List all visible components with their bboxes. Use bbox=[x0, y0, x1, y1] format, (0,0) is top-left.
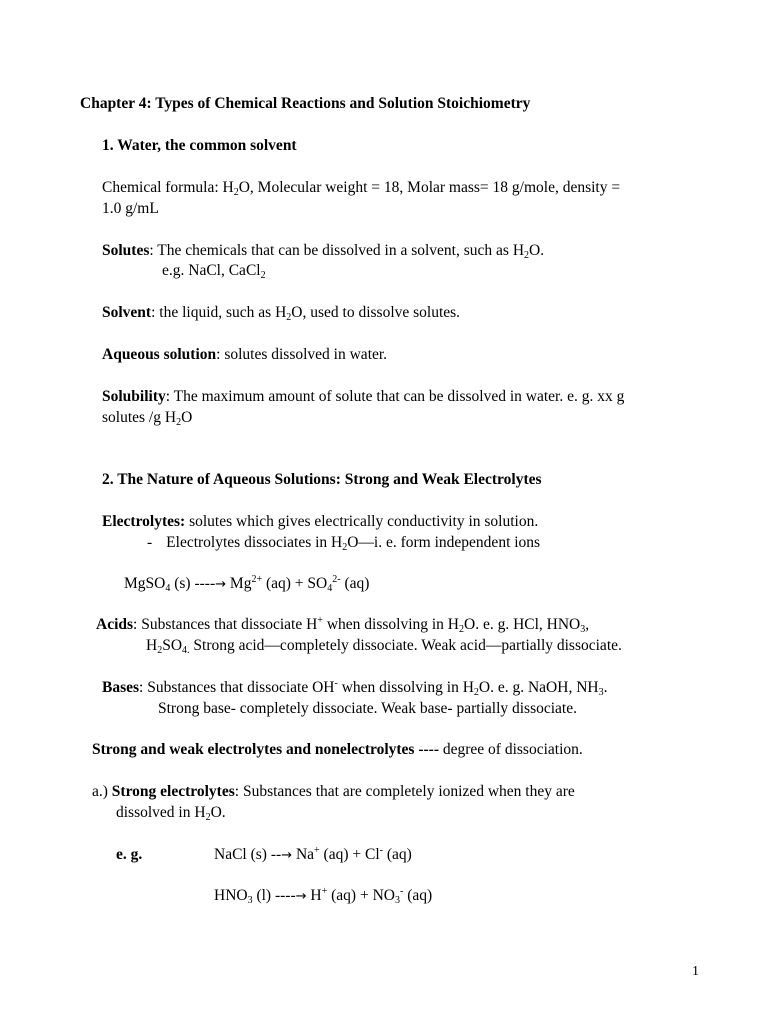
right-arrow-icon: → bbox=[295, 889, 307, 904]
page-number: 1 bbox=[692, 964, 699, 979]
strong-electrolytes-definition-line-2: dissolved in $H_2O$. bbox=[116, 804, 226, 823]
strong-electrolytes-definition: a.) Strong electrolytes: Substances that are completely ionized when they are bbox=[92, 783, 575, 800]
electrolytes-bullet: - Electrolytes dissociates in $H_2O—i$. e. form independent ions bbox=[147, 534, 541, 553]
solubility-definition: Solubility: The maximum amount of solute that can be dissolved in water. e. g. xx g bbox=[102, 388, 625, 405]
right-arrow-icon: → bbox=[281, 848, 293, 863]
solutes-example: e.g. NaCl, CaCl$_2$ bbox=[162, 262, 266, 281]
electrolytes-definition: Electrolytes: solutes which gives electrically conductivity in solution. bbox=[102, 513, 539, 530]
bullet-dash: - bbox=[147, 534, 153, 551]
section-1-heading: 1. Water, the common solvent bbox=[102, 137, 297, 154]
water-formula-line-2: 1.0 g/mL bbox=[102, 200, 159, 217]
nacl-dissociation-equation: NaCl (s) --→ Na+ (aq) + Cl- (aq) bbox=[214, 845, 412, 863]
page-title: Chapter 4: Types of Chemical Reactions and Solution Stoichiometry bbox=[80, 95, 531, 112]
mgso4-dissociation-equation: MgSO$_4$ (s) ----→ $Mg^{2+}$ $(aq) + SO_4^{2-}$ (aq) bbox=[124, 574, 370, 594]
bases-definition-line-2: Strong base- completely dissociate. Weak base- partially dissociate. bbox=[158, 700, 577, 717]
acids-definition-line-2: $H_2SO_{4.}$ Strong acid—completely dissociate. Weak acid—partially dissociate. bbox=[146, 637, 622, 656]
solvent-definition: Solvent: the liquid, such as $H_2O$, used to dissolve solutes. bbox=[102, 304, 461, 323]
bases-definition: Bases: Substances that dissociate OH- when dissolving in $H_2O$. e. g. NaOH, $NH_3$. bbox=[102, 678, 608, 698]
hno3-dissociation-equation: $HNO_3$ (l) ----→ H+ $(aq) + NO_3^-$ (aq) bbox=[214, 886, 433, 906]
example-label: e. g. bbox=[116, 846, 143, 863]
strong-weak-electrolytes-heading: Strong and weak electrolytes and nonelectrolytes ---- degree of dissociation. bbox=[92, 741, 583, 758]
water-formula-line-1: Chemical formula: $H_2O$, Molecular weight = 18, Molar mass= 18 g/mole, density = bbox=[102, 179, 621, 198]
section-2-heading: 2. The Nature of Aqueous Solutions: Strong and Weak Electrolytes bbox=[102, 471, 542, 488]
solutes-definition: Solutes: The chemicals that can be dissolved in a solvent, such as $H_2O$. bbox=[102, 242, 545, 261]
solubility-definition-line-2: solutes /g $H_2O$ bbox=[102, 409, 193, 428]
acids-definition: Acids: Substances that dissociate H+ when dissolving in $H_2O$. e. g. HCl, $HNO_3$, bbox=[96, 615, 590, 635]
aqueous-solution-definition: Aqueous solution: solutes dissolved in water. bbox=[102, 346, 388, 363]
right-arrow-icon: → bbox=[215, 577, 227, 592]
